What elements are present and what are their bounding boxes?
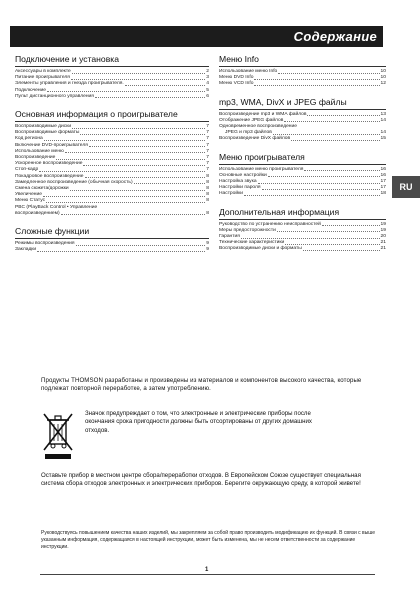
toc-page-number: 9	[206, 247, 209, 253]
toc-entry-label: Включение DVD-проигрывателя	[15, 142, 88, 148]
toc-leader-dots	[44, 136, 205, 141]
toc-entry-label: Закладки	[15, 247, 37, 253]
toc-entry-label: Гарантия	[219, 234, 240, 240]
toc-entry-label: Замедленное воспроизведение (обычная скорость)	[15, 179, 133, 185]
toc-leader-dots	[322, 222, 380, 227]
toc-section-title: Дополнительная информация	[219, 207, 386, 220]
disclaimer-text: Руководствуясь повышением качества наших изделий, мы закрепляем за собой право производить модификацию их функций. В связи с выше указанным информация, содержащаяся в настоящей инструкции, может быть изменена, мы не несем ответственности за содержание инструкции.	[41, 530, 376, 551]
toc-leader-dots	[277, 228, 380, 233]
toc-entry-label: Технические характеристики	[219, 240, 285, 246]
toc-entry-label: PBC (PlayBack Control • Управление	[15, 204, 98, 210]
toc-page-number: 12	[380, 81, 386, 87]
toc-page-number: 8	[206, 192, 209, 198]
toc-leader-dots	[284, 118, 379, 123]
toc-leader-dots	[43, 192, 205, 197]
toc-leader-dots	[80, 130, 205, 135]
toc-entry-label: Руководство по устранению неисправностей	[219, 221, 321, 227]
toc-leader-dots	[278, 69, 379, 74]
toc-entry-label: Настройка звука	[219, 179, 257, 185]
toc-entry-label: Пульт дистанционного управления	[15, 93, 94, 99]
toc-leader-dots	[71, 75, 205, 80]
toc-leader-dots	[303, 246, 380, 251]
toc-page-number: 7	[206, 148, 209, 154]
toc-entry-label: Воспроизводимые диски и форматы	[219, 246, 302, 252]
footer-divider	[40, 574, 375, 575]
toc-entry-label: Питание проигрывателя	[15, 75, 70, 81]
toc-entry-label: Увеличение	[15, 192, 42, 198]
toc-leader-dots	[95, 94, 205, 99]
toc-page-number: 10	[380, 75, 386, 81]
toc-page-number: 7	[206, 130, 209, 136]
toc-page-number: 8	[206, 198, 209, 204]
toc-leader-dots	[134, 180, 206, 185]
toc-entry-label: Меню VCD Info	[219, 81, 254, 87]
toc-entry-label: Стоп-кадр	[15, 167, 39, 173]
toc-entry-label: Ускоренное воспроизведение	[15, 161, 83, 167]
toc-leader-dots	[76, 241, 206, 246]
toc-page-number: 7	[206, 142, 209, 148]
toc-page-number: 21	[380, 240, 386, 246]
toc-leader-dots	[291, 136, 379, 141]
toc-leader-dots	[83, 161, 205, 166]
toc-section	[219, 207, 386, 253]
toc-section	[219, 97, 386, 143]
toc-entry-label: воспроизведением)	[15, 210, 60, 216]
toc-leader-dots	[241, 234, 380, 239]
toc-section	[15, 109, 209, 217]
toc-page-number: 7	[206, 124, 209, 130]
toc-page-number: 10	[380, 69, 386, 74]
toc-page-number: 19	[380, 227, 386, 233]
toc-leader-dots	[244, 191, 380, 196]
toc-leader-dots	[304, 167, 379, 172]
toc-page-number: 17	[380, 185, 386, 191]
toc-page-number: 7	[206, 167, 209, 173]
toc-leader-dots	[268, 173, 380, 178]
toc-entry-label: Настройки пароля	[219, 185, 261, 191]
toc-page-number: 16	[380, 166, 386, 172]
toc-entry-label: Меню DVD Info	[219, 75, 254, 81]
toc-right-column	[219, 54, 386, 262]
toc-leader-dots	[70, 186, 206, 191]
toc-entry-label: Воспроизведение	[15, 155, 56, 161]
toc-section-title: Меню Info	[219, 54, 386, 67]
toc-entry-label: Использование меню	[15, 148, 64, 154]
toc-entry-label: Код региона	[15, 136, 43, 142]
toc-leader-dots	[47, 88, 205, 93]
toc-page-number: 2	[206, 69, 209, 74]
toc-section	[219, 54, 386, 88]
toc-entry-label: JPEG и mp3 файлов	[225, 130, 272, 136]
toc-entry-label: Воспроизведение mp3 и WMA файлов	[219, 111, 307, 117]
toc-entry[interactable]	[219, 246, 386, 252]
weee-warning-text: Значок предупреждает о том, что электронные и электрические приборы после окончания срока пригодности должны быть отсортированы от других домашних отходов.	[85, 410, 312, 434]
toc-entry-label: Воспроизводимые форматы	[15, 130, 80, 136]
toc-page-number: 21	[380, 246, 386, 252]
toc-section	[15, 54, 209, 100]
toc-page-number: 7	[206, 161, 209, 167]
toc-entry-label: Подключение	[15, 87, 47, 93]
page-number: 1	[205, 567, 209, 573]
toc-page-number: 13	[380, 111, 386, 117]
toc-entry-label: Элементы управления и гнезда проигрывателя.	[15, 81, 124, 87]
toc-entry[interactable]	[219, 191, 386, 197]
toc-leader-dots	[285, 240, 379, 245]
toc-leader-dots	[125, 81, 206, 86]
toc-page-number: 15	[380, 136, 386, 142]
toc-leader-dots	[307, 112, 379, 117]
weee-bin-icon	[41, 410, 75, 460]
toc-entry[interactable]	[15, 211, 209, 217]
toc-leader-dots	[262, 185, 380, 190]
toc-page-number: 6	[206, 93, 209, 99]
toc-left-column	[15, 54, 209, 262]
toc-leader-dots	[254, 75, 379, 80]
toc-leader-dots	[37, 247, 205, 252]
toc-section-title: Основная информация о проигрывателе	[15, 109, 209, 122]
page-title-bar	[10, 26, 383, 47]
toc-page-number: 5	[206, 87, 209, 93]
toc-page-number: 9	[206, 241, 209, 247]
toc-page-number: 20	[380, 234, 386, 240]
toc-page-number: 18	[380, 191, 386, 197]
toc-section-title: Подключение и установка	[15, 54, 209, 67]
toc-entry-label: Меры предосторожности	[219, 227, 276, 233]
toc-entry-label: Основные настройки	[219, 172, 267, 178]
toc-page-number: 8	[206, 173, 209, 179]
toc-entry-label: Использование меню Info	[219, 69, 278, 74]
toc-entry-label: Отображение JPEG файлов	[219, 117, 284, 123]
toc-leader-dots	[56, 155, 205, 160]
disposal-paragraph: Оставьте прибор в местном центре сбора/переработки отходов. В Европейском Союзе существует специальная система сбора отходов электронных и электрических приборов. Берегите окружающую среду, в которой живете!	[41, 472, 361, 488]
toc-page-number: 7	[206, 155, 209, 161]
toc-entry-label: Режимы воспроизведения	[15, 241, 75, 247]
toc-entry[interactable]	[15, 94, 209, 100]
language-tab: RU	[392, 176, 420, 198]
toc-page-number: 4	[206, 81, 209, 87]
toc-entry-label: Меню Статус	[15, 198, 46, 204]
toc-page-number: 17	[380, 179, 386, 185]
toc-entry-label: Аксессуары в комплекте	[15, 69, 71, 74]
toc-entry-label: Воспроизведение DivX файлов	[219, 136, 291, 142]
toc-leader-dots	[72, 69, 205, 74]
toc-page-number: 8	[206, 210, 209, 216]
toc-entry[interactable]	[219, 81, 386, 87]
toc-leader-dots	[46, 198, 205, 203]
toc-leader-dots	[258, 179, 380, 184]
page-title: Содержание	[293, 29, 377, 44]
toc-entry[interactable]	[219, 136, 386, 142]
toc-leader-dots	[254, 81, 379, 86]
toc-entry-label: Покадровое воспроизведение	[15, 173, 84, 179]
toc-section	[219, 152, 386, 198]
toc-entry-label: Использование меню проигрывателя	[219, 166, 304, 172]
toc-page-number: 7	[206, 136, 209, 142]
toc-leader-dots	[65, 149, 206, 154]
toc-leader-dots	[61, 211, 206, 216]
toc-entry[interactable]	[15, 247, 209, 253]
toc-page-number: 16	[380, 172, 386, 178]
toc-page-number: 19	[380, 221, 386, 227]
toc-page-number: 14	[380, 130, 386, 136]
toc-page-number: 3	[206, 75, 209, 81]
intro-paragraph: Продукты THOMSON разработаны и произведены из материалов и компонентов высокого качества, которые подлежат повторной переработке, а затем употреблению.	[41, 377, 362, 393]
toc-entry-label: Воспроизводимые диски	[15, 124, 72, 130]
toc-entry-label: Одновременное воспроизведение	[219, 124, 297, 130]
toc-section-title: Сложные функции	[15, 226, 209, 239]
toc-section-title: Меню проигрывателя	[219, 152, 386, 165]
toc-leader-dots	[39, 167, 205, 172]
toc-leader-dots	[89, 143, 205, 148]
toc-leader-dots	[273, 130, 380, 135]
toc-section	[15, 226, 209, 253]
toc-leader-dots	[85, 174, 206, 179]
toc-page-number: 8	[206, 179, 209, 185]
toc-entry-label: Смена сюжета/дорожки	[15, 186, 69, 192]
toc-page-number: 8	[206, 186, 209, 192]
toc-leader-dots	[72, 124, 205, 129]
toc-section-title: mp3, WMA, DivX и JPEG файлы	[219, 97, 386, 110]
toc-page-number: 14	[380, 117, 386, 123]
toc-entry-label: Настройки	[219, 191, 243, 197]
